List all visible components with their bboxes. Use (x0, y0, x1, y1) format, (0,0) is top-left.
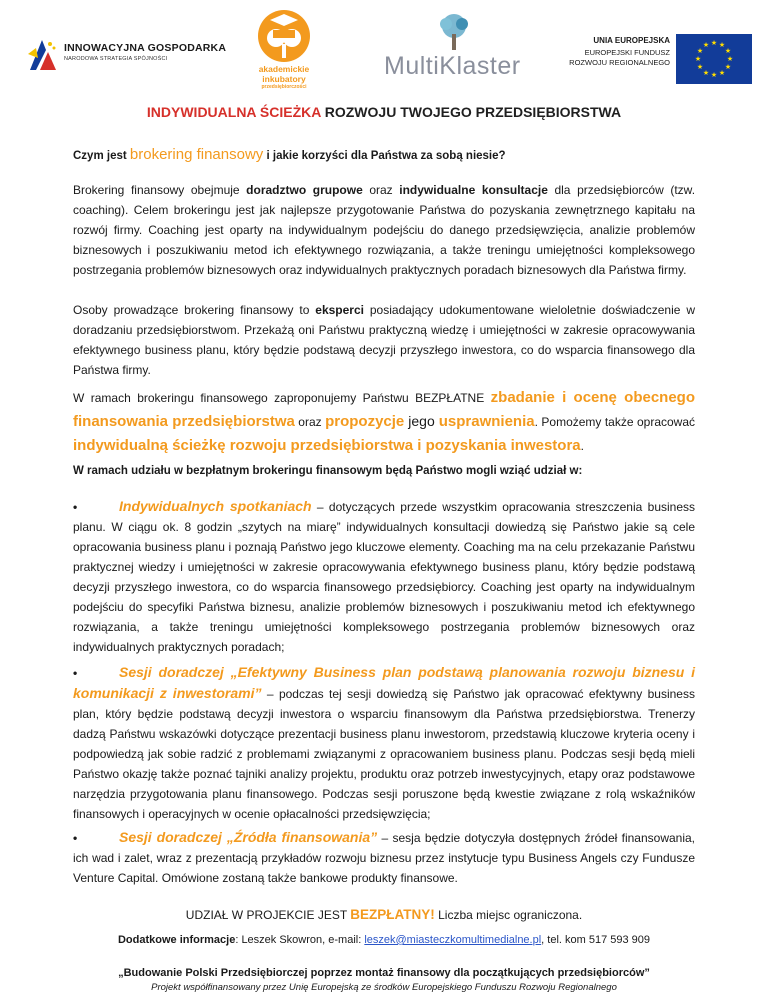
p3-a: W ramach brokeringu finansowego zaproponujemy Państwu BEZPŁATNE (73, 391, 491, 405)
p3-orange-1: zbadanie i ocenę obecnego finansowania przedsiębiorstwa (73, 389, 695, 430)
note-highlight: BEZPŁATNY! (350, 907, 435, 922)
cofinancing-footer: Projekt współfinansowany przez Unię Europejską ze środków Europejskiego Funduszu Rozwoju Regionalnego (151, 982, 617, 993)
aip-line-2: inkubatory (262, 74, 306, 84)
contact-pre: : Leszek Skowron, e-mail: (235, 934, 365, 946)
list-item-text: – dotyczących przede wszystkim opracowania streszczenia business planu. W ciągu ok. 8 godzin „szytych na miarę” indywidualnych konsultacji dowiedzą się Państwo jakie są cele opracowania business planu i poznają Państwo jego kluczowe elementy. Coaching ma na celu przekazanie Państwu praktycznej wiedzy i umiejętności w zakresie opracowywania efektywnego business planu, który będzie podstawą decyzji przyszłego inwestora, co do wsparcia finansowego przedsiębiorcy. Coaching jest oparty na indywidualnym podejściu do specyfiki Państwa biznesu, analizie problemów biznesowych i poszukiwaniu metod ich efektywnego rozwiązania, a także treningu umiejętności kompleksowego postrzegania problemów biznesowych oraz indywidualnych praktycznych poradach; (73, 500, 696, 654)
list-item (73, 827, 695, 888)
eu-flag-icon (676, 34, 752, 84)
paragraph-offer (73, 386, 695, 458)
svg-text:★: ★ (718, 41, 726, 49)
p1-d: dla przedsiębiorców (tzw. coaching). Celem brokeringu jest jak najlepsze przygotowanie Państwa do pozyskania zewnętrznego kapitału na rozwój firmy. Coaching jest oparty na indywidualnym podejściu do danego przedsięwzięcia, analizie problemów biznesowych i poszukiwaniu metod ich efektywnego rozwiązania, a także treningu umiejętności kompleksowego postrzegania problemów biznesowych oraz indywidualnych praktycznych poradach biznesowych dla Państwa firmy. (73, 183, 696, 277)
list-item (73, 496, 695, 657)
svg-text:★: ★ (696, 47, 704, 55)
list-item (73, 662, 695, 824)
eu-title: UNIA EUROPEJSKA (593, 36, 670, 45)
bullet-icon: • (73, 666, 78, 680)
question-highlight: brokering finansowy (129, 146, 264, 163)
p3-c: jego (404, 413, 439, 429)
aip-line-1: akademickie (258, 64, 310, 74)
innowacyjna-gospodarka-logo (26, 34, 236, 74)
svg-text:★: ★ (694, 55, 702, 63)
p3-e: . (580, 439, 584, 453)
paragraph-intro (73, 180, 695, 280)
note-post: Liczba miejsc ograniczona. (434, 908, 583, 922)
contact-phone: , tel. kom 517 593 909 (541, 934, 651, 946)
p3-orange-3: usprawnienia (438, 413, 535, 430)
ig-subtitle: NARODOWA STRATEGIA SPÓJNOŚCI (64, 56, 168, 62)
p3-orange-4: indywidualną ścieżkę rozwoju przedsiębiorstwa i pozyskania inwestora (73, 437, 581, 454)
akademickie-inkubatory-logo (246, 8, 322, 94)
svg-text:★: ★ (696, 63, 704, 71)
question-heading (73, 146, 713, 163)
contact-info (0, 934, 768, 946)
multiklaster-wordmark: MultiKlaster (384, 52, 521, 80)
page-title (0, 104, 768, 120)
question-post: i jakie korzyści dla Państwa za sobą niesie? (263, 150, 506, 162)
list-item-text: – podczas tej sesji dowiedzą się Państwo jak opracować efektywny business plan, który będzie podstawą decyzji inwestora o wsparciu finansowym dla Państwa przedsiębiorstwa. Trenerzy dadzą Państwu wskazówki dotyczące prezentacji business planu inwestorom, przedstawią kluczowe kryteria oceny i podpowiedzą jak sobie radzić z problemami związanymi z opracowaniem business planu. Podczas sesji będą mieli Państwo okazję także poznać tajniki analizy projektu, produktu oraz potrzeb inwestycyjnych, etapy oraz podstawowe narzędzia przygotowania planu finansowego. Podczas sesji poruszone będą kwestie związane z rolą wskaźników finansowych i operacyjnych w ocenie opłacalności przedsięwzięcia; (73, 687, 695, 821)
svg-text:★: ★ (724, 47, 732, 55)
multiklaster-logo (384, 12, 524, 82)
paragraph-experts (73, 300, 695, 380)
list-item-title: Indywidualnych spotkaniach (119, 498, 312, 514)
eu-fund-line-2: ROZWOJU REGIONALNEGO (569, 58, 670, 67)
svg-text:★: ★ (710, 39, 718, 47)
header-logos (0, 0, 768, 92)
eu-fund-line-1: EUROPEJSKI FUNDUSZ (584, 48, 670, 57)
p1-bold-2: indywidualne konsultacje (399, 183, 548, 197)
note-pre: UDZIAŁ W PROJEKCIE JEST (185, 908, 351, 922)
p1-bold-1: doradztwo grupowe (246, 183, 363, 197)
p1-a: Brokering finansowy obejmuje (73, 183, 247, 197)
svg-text:★: ★ (718, 69, 726, 77)
p2-c: posiadający udokumentowane wieloletnie doświadczenie w doradzaniu przedsiębiorstwom. Przekażą oni Państwu praktyczną wiedzę i umiejętności w zakresie opracowywania efektywnego business planu, który będzie podstawą decyzji przyszłego inwestora, co do wsparcia finansowego dla Państwa firmy. (73, 303, 695, 377)
tree-icon (434, 12, 474, 52)
aip-emblem-icon (246, 8, 322, 64)
svg-text:★: ★ (724, 63, 732, 71)
svg-text:★: ★ (726, 55, 734, 63)
list-item-title: Sesji doradczej „Źródła finansowania” (119, 829, 378, 845)
eu-logo (552, 34, 752, 79)
svg-text:★: ★ (702, 69, 710, 77)
contact-label: Dodatkowe informacje (117, 934, 236, 946)
email-link[interactable]: leszek@miasteczkomultimedialne.pl (364, 934, 542, 946)
free-participation-note (0, 907, 768, 922)
p2-a: Osoby prowadzące brokering finansowy to (73, 303, 316, 317)
p3-orange-2: propozycje (325, 413, 405, 430)
p3-b: oraz (294, 415, 326, 429)
title-rest: ROZWOJU TWOJEGO PRZEDSIĘBIORSTWA (320, 104, 622, 120)
bullet-icon: • (73, 500, 78, 514)
list-lead: W ramach udziału w bezpłatnym brokeringu finansowym będą Państwo mogli wziąć udział w: (73, 465, 583, 477)
list-item-title: Sesji doradczej „Efektywny Business plan podstawą planowania rozwoju biznesu i komunikacji z inwestorami” (73, 664, 695, 701)
svg-text:★: ★ (710, 71, 718, 79)
aip-line-3: przedsiębiorczości (261, 84, 307, 90)
p2-bold: eksperci (315, 303, 364, 317)
title-highlight: INDYWIDUALNA ŚCIEŻKA (146, 104, 321, 120)
p3-d: . Pomożemy także opracować (534, 415, 696, 429)
ig-emblem-icon (26, 34, 60, 74)
question-pre: Czym jest (73, 150, 130, 162)
project-title-footer: „Budowanie Polski Przedsiębiorczej poprzez montaż finansowy dla początkujących przedsiębiorców” (118, 967, 650, 979)
svg-text:★: ★ (702, 41, 710, 49)
p1-c: oraz (362, 183, 400, 197)
list-item-text: – sesja będzie dotyczyła dostępnych źródeł finansowania, ich wad i zalet, wraz z prezentacją przykładów rozwoju biznesu przez instytucje typu Business Angels czy Fundusze Venture Capital. Omówione zostaną także bankowe produkty finansowe. (73, 831, 696, 885)
ig-title: INNOWACYJNA GOSPODARKA (64, 42, 227, 54)
bullet-icon: • (73, 831, 78, 845)
